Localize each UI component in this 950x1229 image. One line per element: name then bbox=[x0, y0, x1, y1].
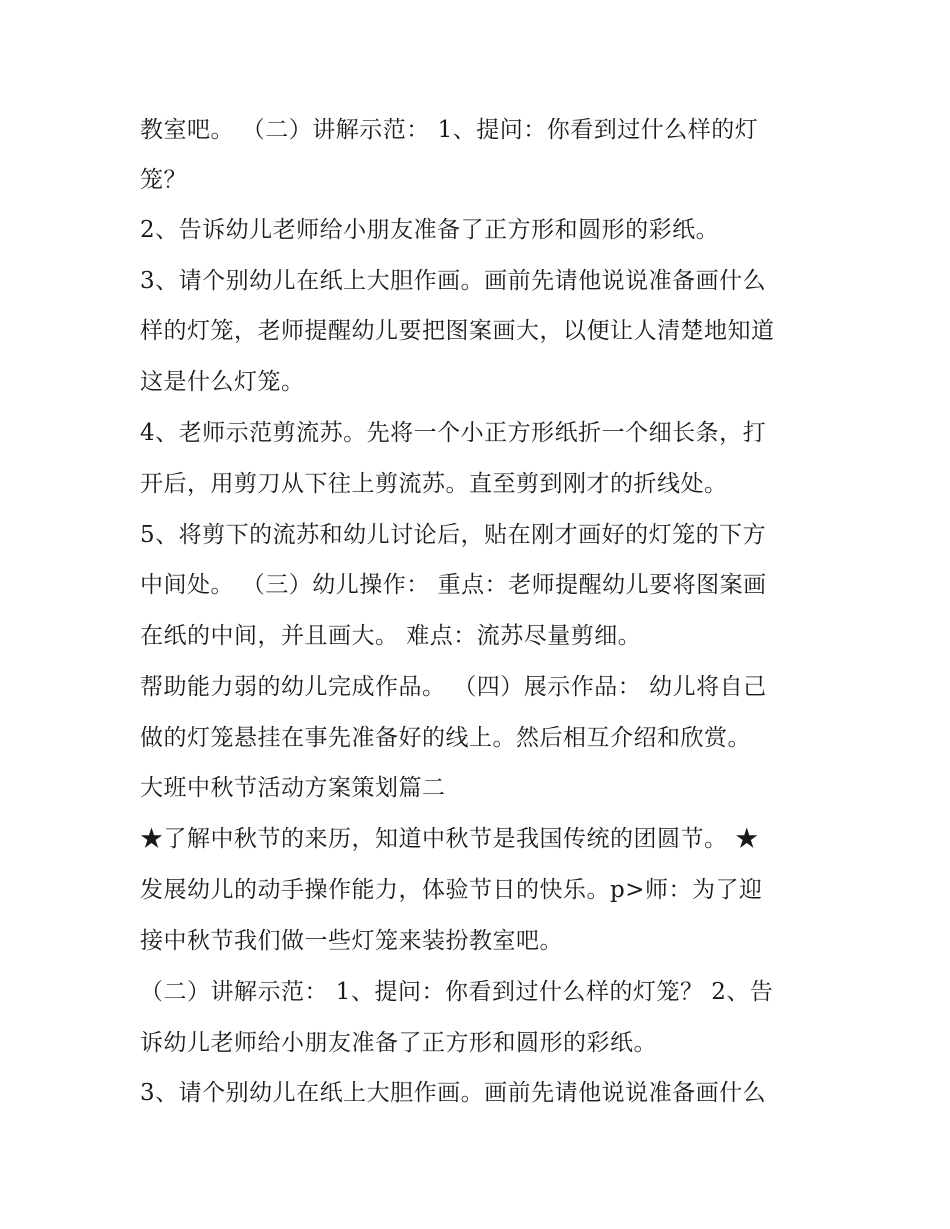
text-line: 3、请个别幼儿在纸上大胆作画。画前先请他说说准备画什么 bbox=[140, 268, 767, 294]
text-line: 发展幼儿的动手操作能力，体验节日的快乐。p>师：为了迎 bbox=[140, 877, 763, 903]
text-line: 4、老师示范剪流苏。先将一个小正方形纸折一个细长条，打 bbox=[140, 420, 767, 446]
text-line: 2、告诉幼儿老师给小朋友准备了正方形和圆形的彩纸。 bbox=[140, 217, 720, 243]
text-line: 接中秋节我们做一些灯笼来装扮教室吧。 bbox=[140, 928, 563, 954]
text-line: 在纸的中间，并且画大。 难点：流苏尽量剪细。 bbox=[140, 623, 642, 649]
text-line: 这是什么灯笼。 bbox=[140, 369, 305, 395]
text-line: 5、将剪下的流苏和幼儿讨论后，贴在刚才画好的灯笼的下方 bbox=[140, 522, 767, 548]
text-line: 做的灯笼悬挂在事先准备好的线上。然后相互介绍和欣赏。 bbox=[140, 725, 751, 751]
text-line: （二）讲解示范： 1、提问：你看到过什么样的灯笼？ 2、告 bbox=[140, 979, 774, 1005]
section-heading: 大班中秋节活动方案策划篇二 bbox=[140, 775, 446, 801]
text-line: 开后，用剪刀从下往上剪流苏。直至剪到刚才的折线处。 bbox=[140, 471, 728, 497]
text-line: 帮助能力弱的幼儿完成作品。 （四）展示作品： 幼儿将自己 bbox=[140, 674, 767, 700]
text-line: 诉幼儿老师给小朋友准备了正方形和圆形的彩纸。 bbox=[140, 1030, 657, 1056]
text-line: 中间处。 （三）幼儿操作： 重点：老师提醒幼儿要将图案画 bbox=[140, 572, 767, 598]
text-line: 教室吧。 （二）讲解示范： 1、提问：你看到过什么样的灯 bbox=[140, 117, 759, 143]
text-line: 样的灯笼，老师提醒幼儿要把图案画大，以便让人清楚地知道 bbox=[140, 318, 775, 344]
text-line: 笼？ bbox=[140, 167, 187, 193]
text-line: 3、请个别幼儿在纸上大胆作画。画前先请他说说准备画什么 bbox=[140, 1080, 767, 1106]
text-line: ★了解中秋节的来历，知道中秋节是我国传统的团圆节。 ★ bbox=[140, 826, 759, 852]
